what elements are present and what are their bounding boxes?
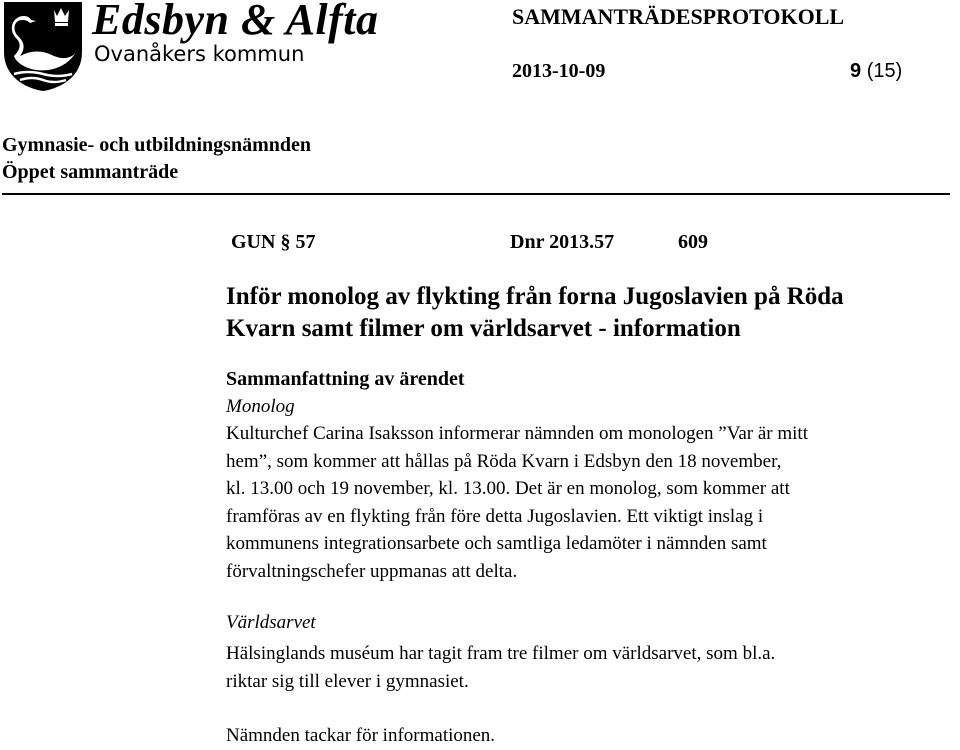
case-title-line: Kvarn samt filmer om världsarvet - information <box>226 315 741 342</box>
brand-name: Edsbyn & Alfta <box>92 0 379 44</box>
case-title <box>226 281 844 345</box>
closing-statement: Nämnden tackar för informationen. <box>226 725 496 746</box>
page-indicator <box>850 60 902 83</box>
municipal-logo <box>2 0 84 92</box>
body-line: riktar sig till elever i gymnasiet. <box>226 670 469 692</box>
body-line: hem”, som kommer att hållas på Röda Kvarn i Edsbyn den 18 november, <box>226 450 782 472</box>
case-paragraph: GUN § 57 <box>231 231 316 253</box>
header-divider <box>2 193 950 195</box>
committee-name: Gymnasie- och utbildningsnämnden <box>2 134 311 156</box>
document-type: SAMMANTRÄDESPROTOKOLL <box>512 4 845 29</box>
case-title-line: Inför monolog av flykting från forna Jugoslavien på Röda <box>226 283 844 310</box>
body-line: kl. 13.00 och 19 november, kl. 13.00. Det är en monolog, som kommer att <box>226 478 790 499</box>
body-line: förvaltningschefer uppmanas att delta. <box>226 560 518 582</box>
section-body-varldsarvet <box>226 640 775 695</box>
summary-heading: Sammanfattning av ärendet <box>226 368 465 390</box>
committee-block <box>2 132 311 186</box>
body-line: framföras av en flykting från före detta Jugoslavien. Ett viktigt inslag i <box>226 505 764 527</box>
section-title-monolog: Monolog <box>226 396 295 417</box>
section-body-monolog <box>226 420 808 585</box>
diary-number: 609 <box>678 231 708 253</box>
page-total: (15) <box>866 60 903 82</box>
body-line: kommunens integrationsarbete och samtliga ledamöter i nämnden samt <box>226 533 767 554</box>
section-title-varldsarvet: Världsarvet <box>226 612 316 633</box>
meeting-date: 2013-10-09 <box>512 60 606 82</box>
brand-subtitle: Ovanåkers kommun <box>94 42 305 66</box>
meeting-type: Öppet sammanträde <box>2 161 179 183</box>
body-line: Kulturchef Carina Isaksson informerar nämnden om monologen ”Var är mitt <box>226 423 808 444</box>
body-line: Hälsinglands muséum har tagit fram tre filmer om världsarvet, som bl.a. <box>226 643 776 664</box>
diary-label: Dnr 2013.57 <box>510 231 615 253</box>
page-number: 9 <box>850 60 862 82</box>
